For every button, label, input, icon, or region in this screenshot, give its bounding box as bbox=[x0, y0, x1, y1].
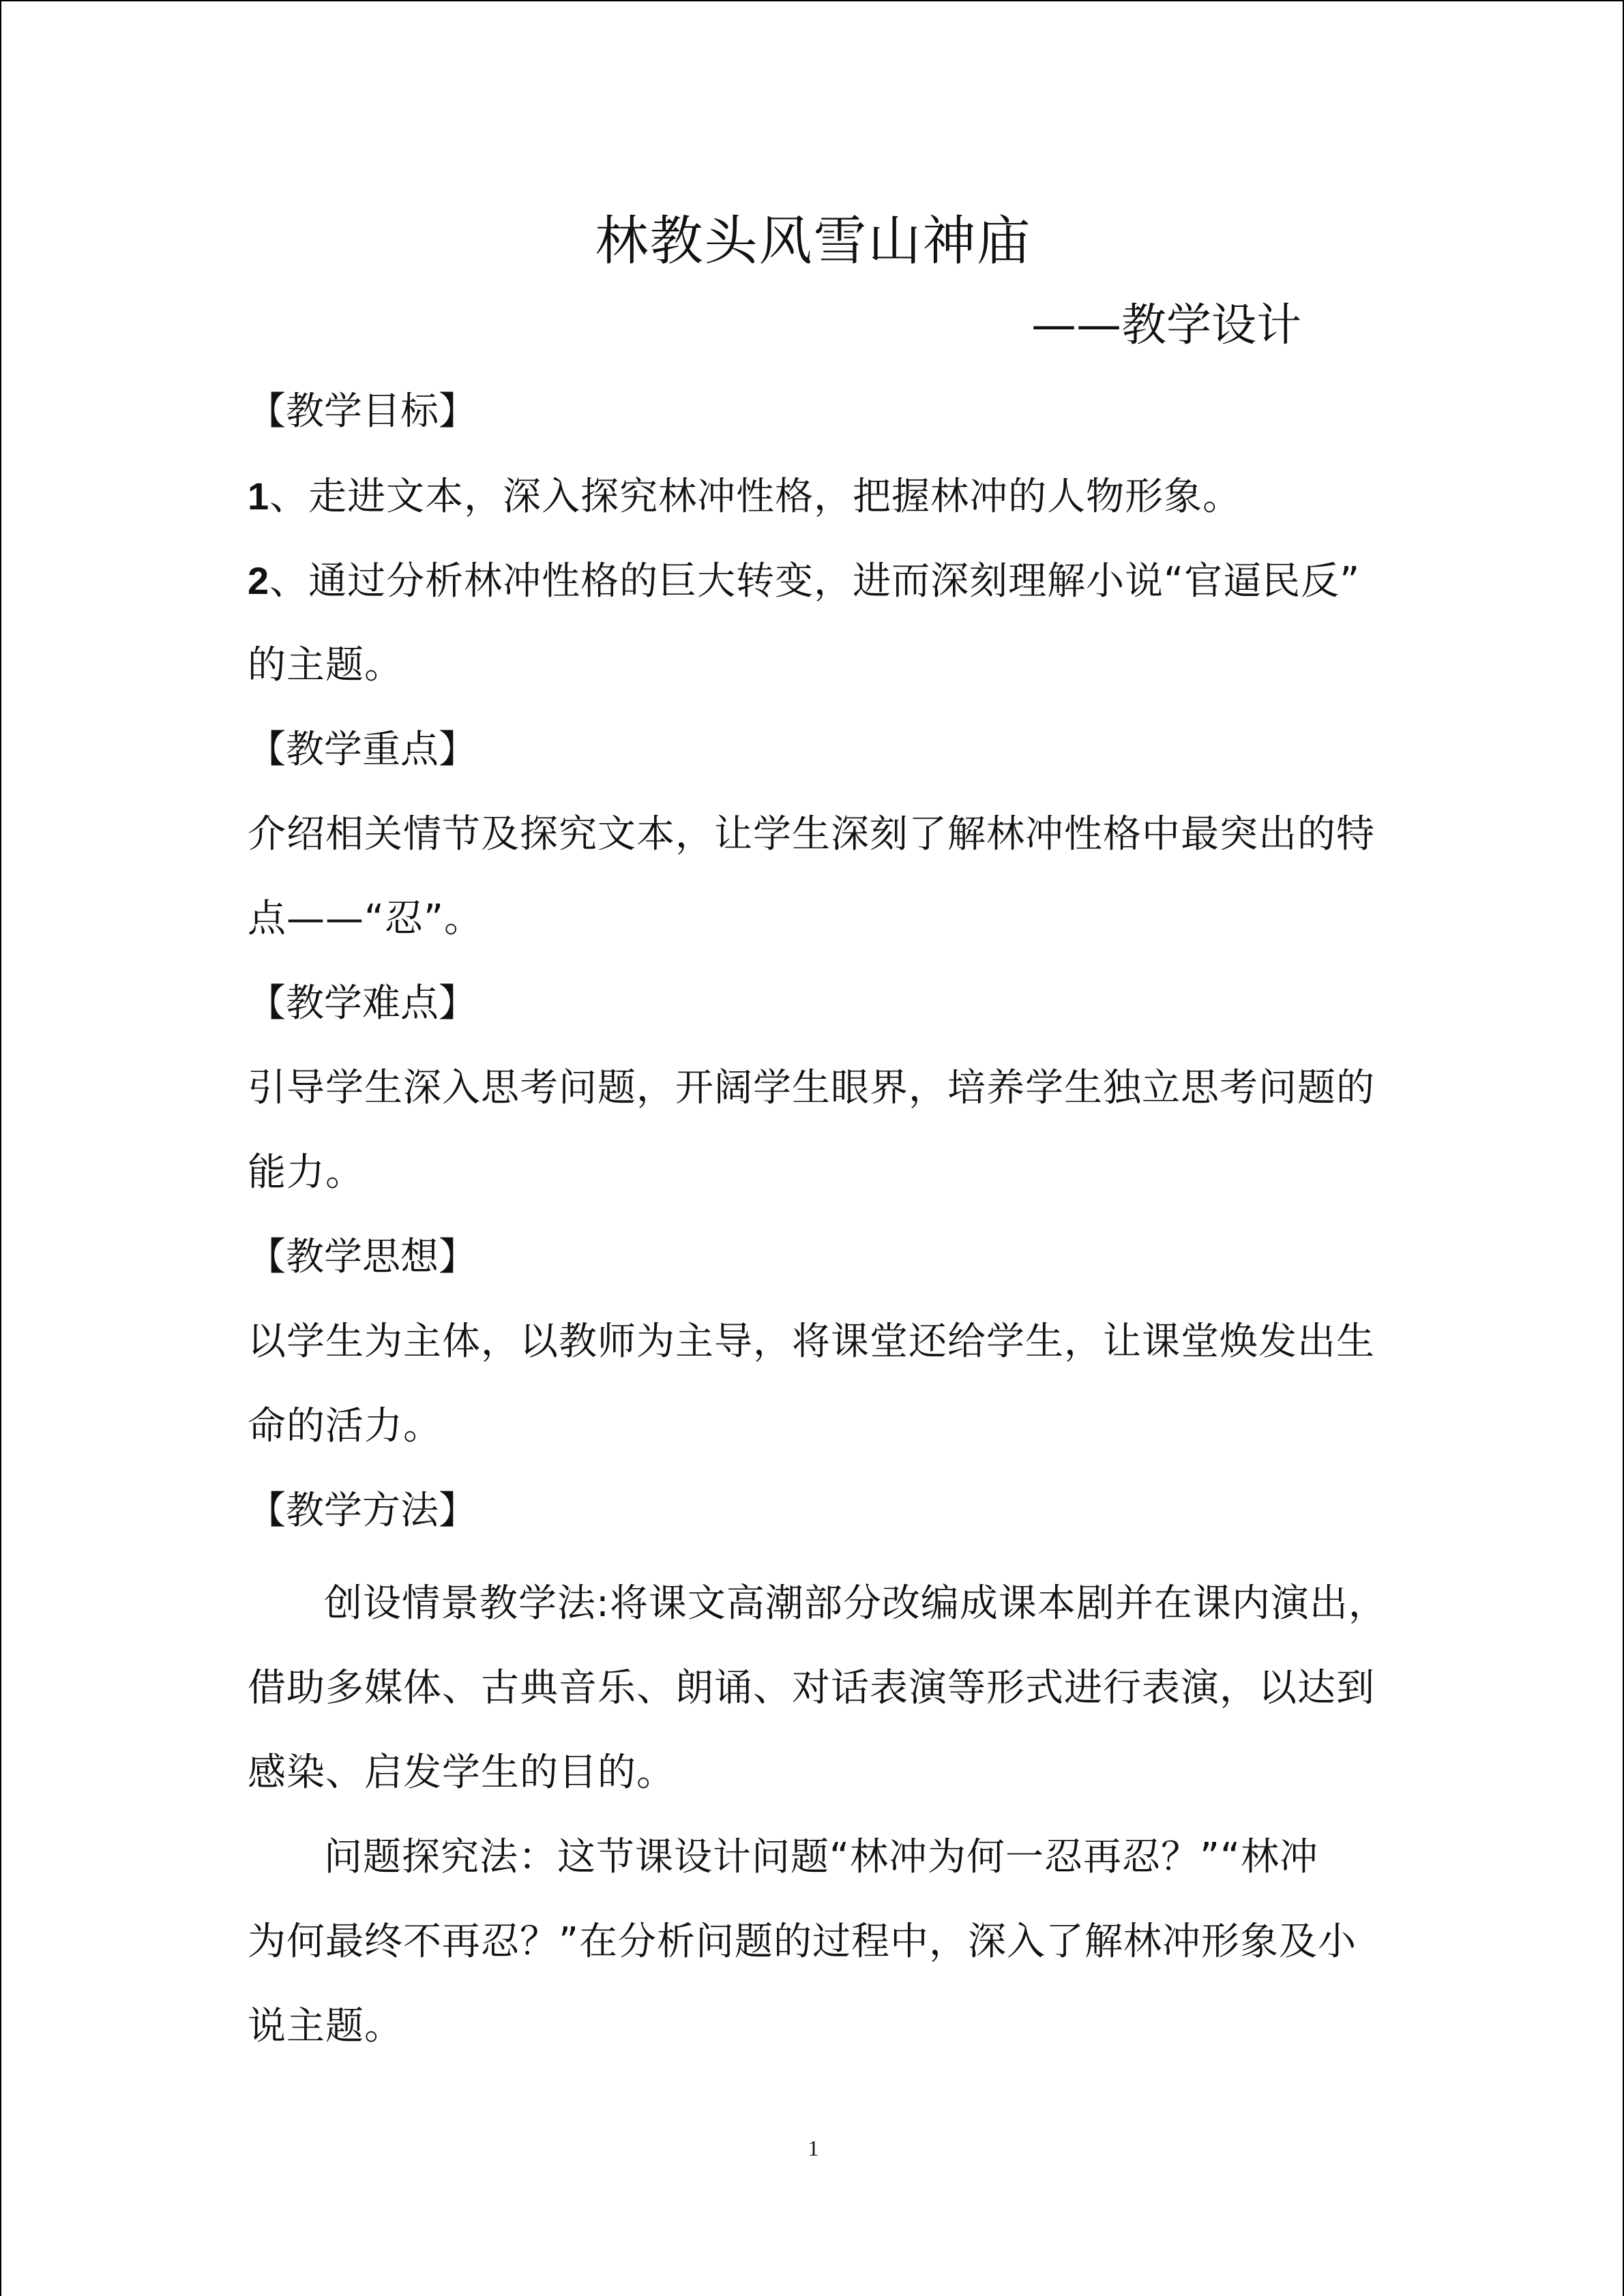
document-subtitle: ——教学设计 bbox=[1031, 299, 1301, 351]
methods-paragraph-2-line-2: 为何最终不再忍？”在分析问题的过程中，深入了解林冲形象及小 bbox=[248, 1920, 1357, 1964]
objective-item-2-continuation: 的主题。 bbox=[248, 643, 403, 687]
methods-paragraph-1-line-2: 借助多媒体、古典音乐、朗诵、对话表演等形式进行表演，以达到 bbox=[248, 1666, 1375, 1710]
key-points-line-1: 介绍相关情节及探究文本，让学生深刻了解林冲性格中最突出的特 bbox=[248, 812, 1375, 856]
section-heading-philosophy: 【教学思想】 bbox=[248, 1235, 477, 1279]
page-number: 1 bbox=[808, 2136, 819, 2160]
objective-item-2 bbox=[248, 539, 1366, 624]
section-heading-methods: 【教学方法】 bbox=[248, 1489, 477, 1533]
document-title: 林教头风雪山神庙 bbox=[595, 211, 1032, 272]
difficulties-line-2: 能力。 bbox=[248, 1150, 364, 1195]
section-heading-key-points: 【教学重点】 bbox=[248, 728, 477, 772]
methods-paragraph-1-line-3: 感染、启发学生的目的。 bbox=[248, 1750, 675, 1795]
objective-item-number: 2 bbox=[248, 559, 270, 602]
objective-item-text: 、通过分析林冲性格的巨大转变，进而深刻理解小说“官逼民反” bbox=[269, 559, 1361, 603]
objective-item-number: 1 bbox=[248, 475, 270, 518]
section-heading-difficulties: 【教学难点】 bbox=[248, 981, 477, 1026]
section-heading-objectives: 【教学目标】 bbox=[248, 389, 477, 434]
philosophy-line-2: 命的活力。 bbox=[248, 1404, 442, 1448]
philosophy-line-1: 以学生为主体，以教师为主导，将课堂还给学生，让课堂焕发出生 bbox=[248, 1320, 1375, 1364]
methods-paragraph-2-line-3: 说主题。 bbox=[248, 2004, 403, 2048]
methods-paragraph-1-line-1: 创设情景教学法:将课文高潮部分改编成课本剧并在课内演出， bbox=[324, 1581, 1387, 1626]
objective-item-text: 、走进文本，深入探究林冲性格，把握林冲的人物形象。 bbox=[269, 475, 1242, 519]
objective-item-1 bbox=[248, 454, 1366, 539]
difficulties-line-1: 引导学生深入思考问题，开阔学生眼界，培养学生独立思考问题的 bbox=[248, 1066, 1375, 1110]
methods-paragraph-2-line-1: 问题探究法：这节课设计问题“林冲为何一忍再忍？”“林冲 bbox=[324, 1835, 1319, 1879]
key-points-line-2: 点——“忍”。 bbox=[248, 897, 484, 941]
